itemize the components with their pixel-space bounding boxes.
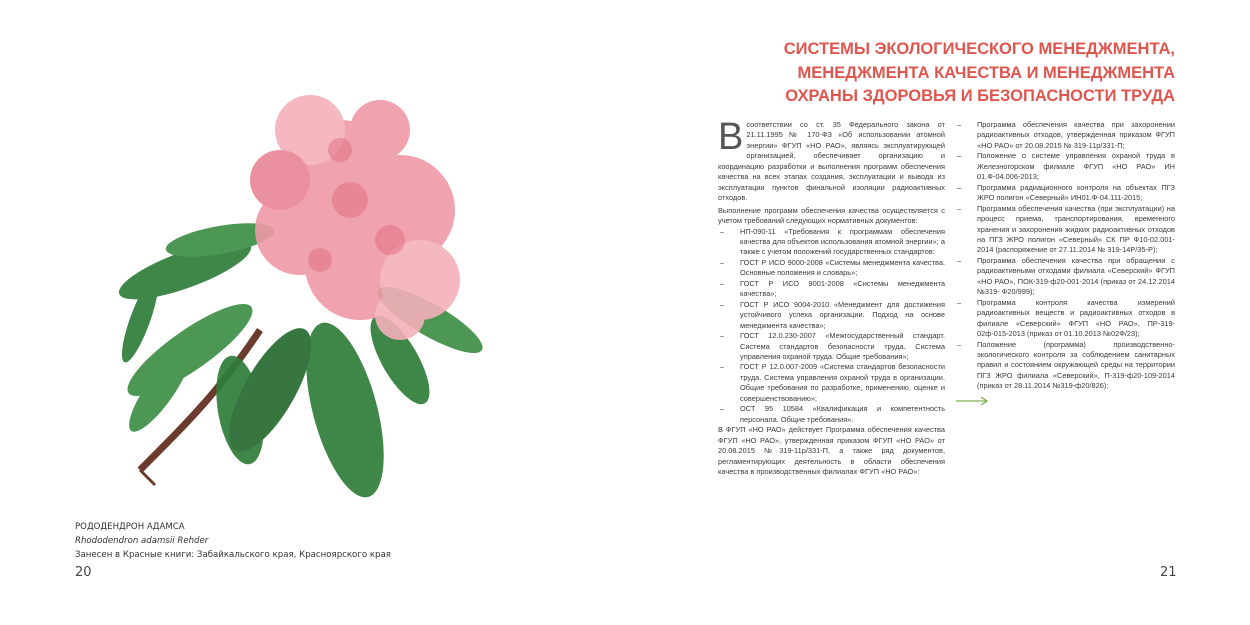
rhododendron-illustration [100, 90, 530, 510]
standards-list [718, 227, 945, 426]
list-item: – Программа радиационного контроля на объектах ПГЗ ЖРО полигон «Северный» ИН01.Ф-04.111-2015; [955, 183, 1175, 204]
intro-text: соответствии со ст. 35 Федерального закона от 21.11.1995 № 170-ФЗ «Об использовании атомной энергии» ФГУП «НО РАО», являясь эксплуатирующей организацией, обеспечивает организацию и координацию разработки и выполнения программ обеспечения качества на всех этапах создания, эксплуатации и вывода из эксплуатации пунктов финальной изоляции радиоактивных отходов. [718, 120, 945, 203]
continue-arrow-icon [955, 396, 989, 406]
page-title [715, 38, 1175, 109]
list-item: – Программа обеспечения качества при обращении с радиоактивными отходами филиала «Северский» ФГУП «НО РАО», ПОК-319-ф20-001-2014 (приказ от 24.12.2014 №319- Ф20/999); [955, 256, 1175, 298]
title-line: ОХРАНЫ ЗДОРОВЬЯ И БЕЗОПАСНОСТИ ТРУДА [785, 87, 1175, 105]
drop-cap: В [718, 116, 744, 158]
list-item: – ОСТ 95 10584 «Квалификация и компетентность персонала. Общие требования». [718, 404, 945, 425]
caption-name: РОДОДЕНДРОН АДАМСА [75, 522, 185, 532]
title-line: СИСТЕМЫ ЭКОЛОГИЧЕСКОГО МЕНЕДЖМЕНТА, [783, 40, 1175, 58]
title-line: МЕНЕДЖМЕНТА КАЧЕСТВА И МЕНЕДЖМЕНТА [797, 63, 1175, 82]
list-item: – Программа контроля качества измерений радиоактивных веществ и радиоактивных отходов в филиале «Северский» ФГУП «НО РАО», ПР-319-02ф-015-2013 (приказ от 01.10.2013 №02Ф/23); [955, 298, 1175, 340]
caption-note: Занесен в Красные книги: Забайкальского края, Красноярского края [75, 550, 391, 560]
list-item: – Положение о системе управления охраной труда в Железногорском филиале ФГУП «НО РАО» ИН 01.Ф-04.006-2013; [955, 151, 1175, 182]
list-item: – Программа обеспечения качества при захоронении радиоактивных отходов, утвержденная приказом ФГУП «НО РАО» от 20.08.2015 № 319-11р/331-П; [955, 120, 1175, 151]
caption-latin: Rhododendron adamsii Rehder [75, 536, 209, 546]
list-item: – ГОСТ Р ИСО 9001-2008 «Системы менеджмента качества»; [718, 279, 945, 300]
list-item: – Программа обеспечения качества (при эксплуатации) на процесс приема, транспортирования, временного хранения и захоронения жидких радиоактивных отходов на ПГЗ ЖРО полигон «Северный» СК ПР Ф10-02.001-2014 (распоряжение от 27.11.2014 № 319-14Р/35-Р); [955, 204, 1175, 256]
text-column-2 [955, 120, 1175, 406]
paragraph: В ФГУП «НО РАО» действует Программа обеспечения качества ФГУП «НО РАО», утвержденная приказом ФГУП «НО РАО» от 20.08.2015 №319-11р/331-П, а также ряд документов, регламентирующих деятельность в области обеспечения качества в производственных филиалах ФГУП «НО РАО»: [718, 425, 945, 476]
list-item: – ГОСТ Р ИСО 9000-2008 «Системы менеджмента качества. Основные положения и словарь»; [718, 258, 945, 279]
list-item: – Положение (программа) производственно-экологического контроля за соблюдением санитарных правил и состоянием окружающей среды на территории ПГЗ ЖРО филиала «Северский», П-319-ф20-109-2014 (приказ от 28.11.2014 №319-ф20/826); [955, 340, 1175, 392]
list-item: – ГОСТ Р ИСО 9004-2010 «Менеджмент для достижения устойчивого успеха организации. Подход на основе менеджмента качества»; [718, 300, 945, 331]
paragraph: Выполнение программ обеспечения качества осуществляется с учетом требований следующих нормативных документов: [718, 205, 945, 226]
text-column-1 [718, 116, 945, 477]
list-item: – НП-090-11 «Требования к программам обеспечения качества для объектов использования атомной энергии»; а также с учетом положений государственных стандартов: [718, 227, 945, 258]
list-item: – ГОСТ 12.0.230-2007 «Межгосударственный стандарт. Система стандартов безопасности труда. Система управления охраной труда. Общие требования»; [718, 331, 945, 362]
page-number-right: 21 [1160, 565, 1177, 580]
intro-paragraph [718, 116, 945, 204]
page-number-left: 20 [75, 565, 92, 580]
illustration-caption [75, 520, 391, 562]
list-item: – ГОСТ Р 12.0.007-2009 «Система стандартов безопасности труда. Система управления охраной труда в организации. Общие требования по разработке, применению, оценке и совершенствованию»; [718, 362, 945, 404]
documents-list [955, 120, 1175, 392]
